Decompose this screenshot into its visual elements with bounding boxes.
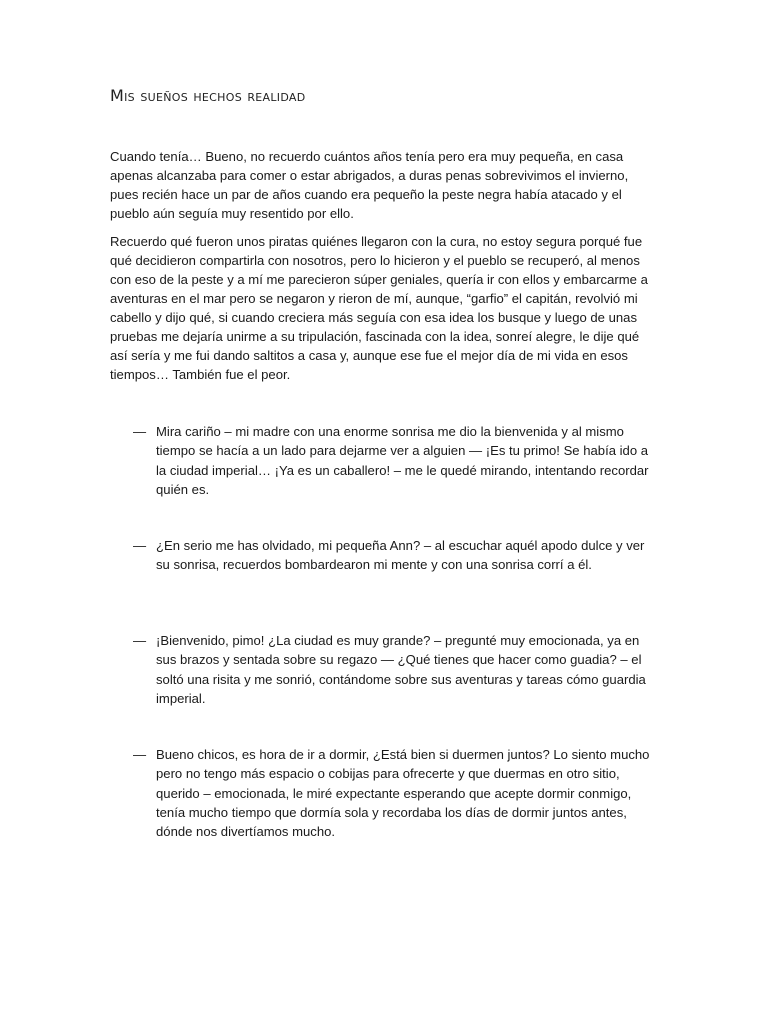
dialogue-dash: — bbox=[133, 747, 147, 762]
dialogue-line bbox=[133, 631, 660, 708]
dialogue-text: ¿En serio me has olvidado, mi pequeña Ann? – al escuchar aquél apodo dulce y ver su sonrisa, recuerdos bombardearon mi mente y con una sonrisa corrí a él. bbox=[156, 538, 645, 573]
dialogue-line bbox=[133, 422, 660, 499]
dialogue-dash: — bbox=[133, 538, 147, 553]
dialogue-dash: — bbox=[133, 633, 147, 648]
dialogue-line bbox=[133, 536, 660, 575]
paragraph: Cuando tenía… Bueno, no recuerdo cuántos años tenía pero era muy pequeña, en casa apenas alcanzaba para comer o estar abrigados, a duras penas sobrevivimos el invierno, pues recién hace un par de años cuando era pequeño la peste negra había atacado y el pueblo aún seguía muy resentido por ello. bbox=[110, 149, 629, 221]
paragraph: Recuerdo qué fueron unos piratas quiénes llegaron con la cura, no estoy segura porqué fue qué decidieron compartirla con nosotros, pero lo hicieron y el pueblo se recuperó, al menos con eso de la peste y a mí me parecieron súper geniales, quería ir con ellos y embarcarme a aventuras en el mar pero se negaron y rieron de mí, aunque, “garfio” el capitán, revolvió mi cabello y dijo qué, si cuando creciera más seguía con esa idea los busque y luego de unas pruebas me dejaría unirme a su tripulación, fascinada con la idea, sonreí alegre, le dije qué así sería y me fui dando saltitos a casa y, aunque ese fue el mejor día de mi vida en esos tiempos… También fue el peor. bbox=[110, 234, 648, 382]
dialogue-text: ¡Bienvenido, pimo! ¿La ciudad es muy grande? – pregunté muy emocionada, ya en sus brazos y sentada sobre su regazo — ¿Qué tienes que hacer como guadia? – el soltó una risita y me sonrió, contándome sobre sus aventuras y tareas cómo guardia imperial. bbox=[156, 633, 646, 706]
dialogue-text: Bueno chicos, es hora de ir a dormir, ¿Está bien si duermen juntos? Lo siento mucho pero no tengo más espacio o cobijas para ofrecerte y que duermas en otro sitio, querido – emocionada, le miré expectante esperando que acepte dormir conmigo, tenía mucho tiempo que dormía sola y recordaba los días de dormir juntos antes, dónde nos divertíamos mucho. bbox=[156, 747, 650, 840]
document-title: Mis sueños hechos realidad bbox=[110, 86, 306, 105]
dialogue-dash: — bbox=[133, 424, 147, 439]
dialogue-text: Mira cariño – mi madre con una enorme sonrisa me dio la bienvenida y al mismo tiempo se hacía a un lado para dejarme ver a alguien — ¡Es tu primo! Se había ido a la ciudad imperial… ¡Ya es un caballero! – me le quedé mirando, intentando recordar quién es. bbox=[156, 424, 649, 497]
dialogue-line bbox=[133, 745, 660, 841]
